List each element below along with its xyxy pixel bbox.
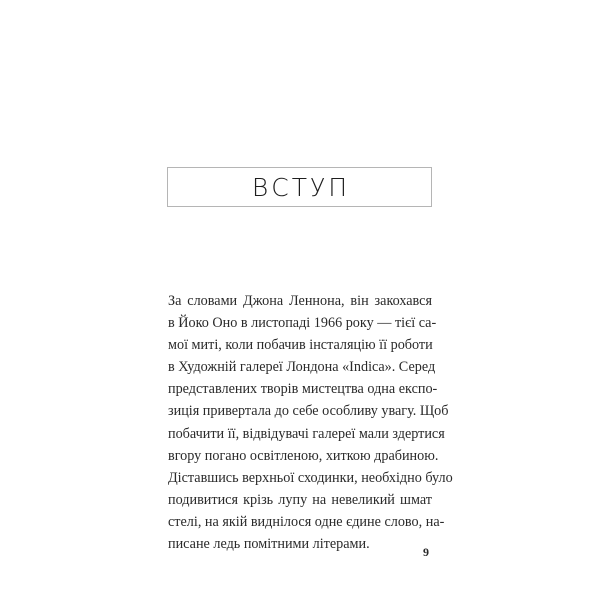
text-line: зиція привертала до себе особливу увагу. Щоб [168,403,449,420]
chapter-title-box [167,167,432,207]
text-line: в Йоко Оно в листопаді 1966 року — тієї са- [168,315,437,332]
page-number: 9 [423,545,429,559]
text-line: мої миті, коли побачив інсталяцію її роботи [168,337,433,354]
text-line: писане ледь помітними літерами. [168,536,370,553]
text-line: подивитися крізь лупу на невеликий шмат [168,491,432,508]
chapter-title: ВСТУП [251,172,351,202]
text-line: представлених творів мистецтва одна експо- [168,381,438,398]
text-line: Діставшись верхньої сходинки, необхідно було [168,469,453,486]
text-line: стелі, на якій виднілося одне єдине слово, на- [168,513,445,530]
text-line: вгору погано освітленою, хиткою драбиною. [168,447,439,464]
body-paragraph [168,290,453,555]
text-line: За словами Джона Леннона, він закохався [168,293,432,309]
text-line: в Художній галереї Лондона «Indica». Серед [168,359,436,376]
text-line: побачити її, відвідувачі галереї мали здертися [168,425,445,442]
